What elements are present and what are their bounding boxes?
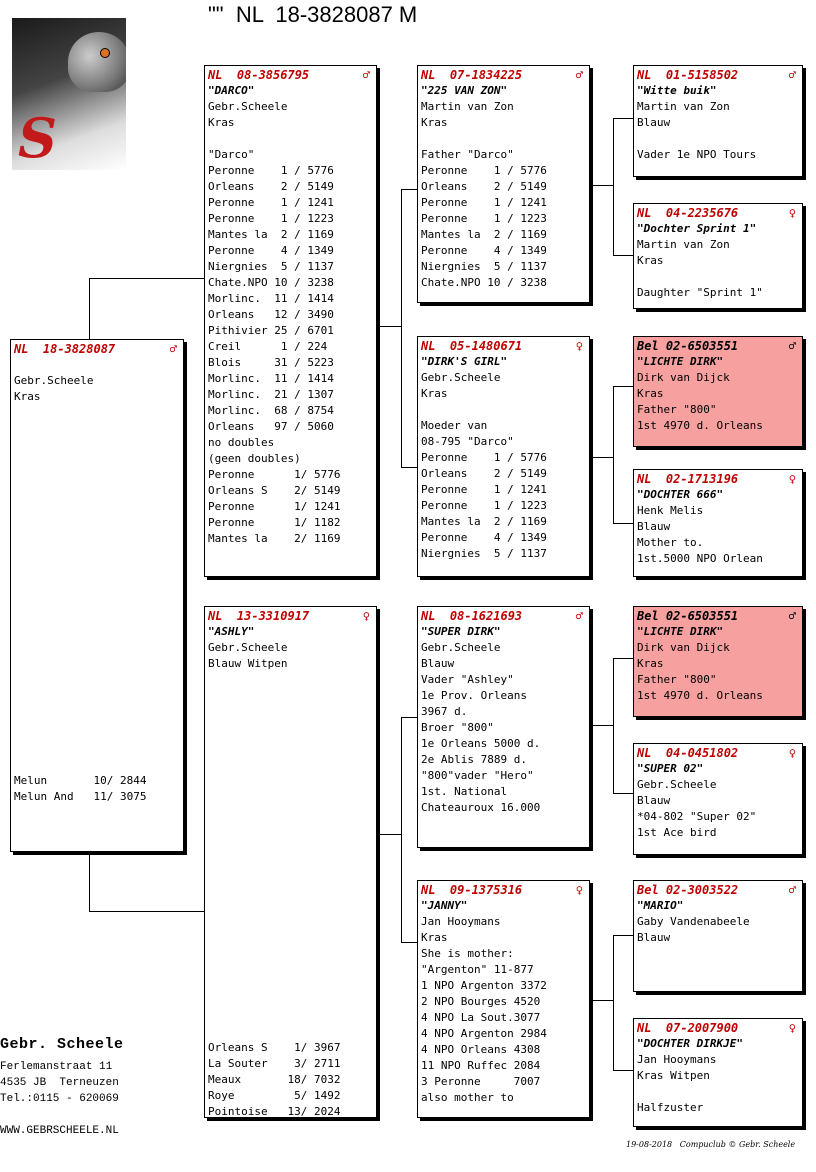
ring-number: Bel 02-6503551	[637, 609, 739, 623]
card-line	[208, 768, 376, 784]
card-line: Kras	[637, 254, 664, 267]
card-line	[208, 688, 376, 704]
card-header	[637, 205, 802, 221]
card-line	[208, 880, 376, 896]
card-line: Dirk van Dijck	[637, 371, 730, 384]
connector	[401, 717, 402, 943]
card-line: 11 NPO Ruffec 2084	[421, 1059, 541, 1072]
card-line: "Darco"	[208, 148, 255, 161]
pedigree-card-sdd[interactable]	[633, 469, 803, 577]
card-header	[637, 745, 802, 761]
pigeon-name: "DARCO"	[208, 84, 255, 97]
card-line	[14, 661, 183, 677]
card-line: Orleans 2 / 5149	[421, 180, 547, 193]
card-line	[637, 269, 802, 285]
sex-icon: ♂	[788, 609, 796, 623]
pedigree-card-dam-sire[interactable]	[417, 606, 590, 848]
card-line: Morlinc. 11 / 1414	[208, 372, 334, 385]
ring-number: NL 18-3828087	[14, 342, 116, 356]
card-line: Chateauroux 16.000	[421, 801, 541, 814]
card-line: Morlinc. 68 / 8754	[208, 404, 334, 417]
card-line	[14, 709, 183, 725]
card-line: Halfzuster	[637, 1101, 704, 1114]
card-line: Pithivier 25 / 6701	[208, 324, 334, 337]
pedigree-card-ddd[interactable]	[633, 1018, 803, 1127]
card-line: Mantes la 2/ 1169	[208, 532, 341, 545]
card-line: Gebr.Scheele	[637, 778, 717, 791]
card-line: Peronne 1 / 1223	[421, 499, 547, 512]
card-line: 1 NPO Argenton 3372	[421, 979, 547, 992]
card-header	[421, 67, 589, 83]
card-line	[208, 896, 376, 912]
card-line	[14, 645, 183, 661]
card-line: Chate.NPO 10 / 3238	[421, 276, 547, 289]
logo-letter-s: S	[18, 106, 57, 170]
card-line: Peronne 4 / 1349	[208, 244, 334, 257]
card-line: 2 NPO Bourges 4520	[421, 995, 541, 1008]
sex-icon: ♂	[575, 68, 583, 82]
card-line: Blauw	[637, 116, 671, 129]
card-line	[208, 1008, 376, 1024]
card-line	[208, 832, 376, 848]
card-line: Kras	[421, 387, 448, 400]
card-line	[208, 944, 376, 960]
ring-number: NL 04-2235676	[637, 206, 739, 220]
card-line: 3967 d.	[421, 705, 468, 718]
card-line: Kras	[637, 387, 664, 400]
ring-number: NL 08-1621693	[421, 609, 523, 623]
card-line: Orleans S 1/ 3967	[208, 1041, 341, 1054]
card-line	[637, 131, 802, 147]
card-line: Niergnies 5 / 1137	[208, 260, 334, 273]
card-line	[208, 848, 376, 864]
card-line	[208, 816, 376, 832]
card-line: Martin van Zon	[637, 100, 730, 113]
ring-number: NL 09-1375316	[421, 883, 523, 897]
connector	[613, 523, 633, 524]
connector	[401, 189, 402, 468]
card-line: Blauw	[637, 931, 671, 944]
connector	[89, 911, 204, 912]
card-line	[208, 131, 376, 147]
card-line: Martin van Zon	[421, 100, 514, 113]
connector	[89, 278, 90, 340]
card-line: Roye 5/ 1492	[208, 1089, 341, 1102]
pedigree-card-ssd[interactable]	[633, 203, 803, 309]
pigeon-name: "MARIO"	[637, 899, 684, 912]
connector	[613, 386, 614, 524]
card-line	[208, 864, 376, 880]
card-line	[421, 131, 589, 147]
sex-icon: ♀	[788, 206, 796, 220]
card-line: 1e Orleans 5000 d.	[421, 737, 541, 750]
card-line	[14, 517, 183, 533]
pigeon-name: "DIRK'S GIRL"	[421, 355, 508, 368]
card-line	[208, 928, 376, 944]
card-line: "Argenton" 11-877	[421, 963, 534, 976]
card-line: 2e Ablis 7889 d.	[421, 753, 527, 766]
connector	[401, 189, 417, 190]
card-line	[14, 485, 183, 501]
pedigree-card-sire-sire[interactable]	[417, 65, 590, 303]
card-line	[14, 405, 183, 421]
card-line: Kras	[14, 390, 41, 403]
card-line: Peronne 1 / 1223	[421, 212, 547, 225]
card-line: Creil 1 / 224	[208, 340, 328, 353]
card-line: 1st. National	[421, 785, 508, 798]
card-line: Blois 31 / 5223	[208, 356, 334, 369]
breeder-phone: Tel.:0115 - 620069	[0, 1093, 119, 1105]
card-line: Henk Melis	[637, 504, 704, 517]
pedigree-card-subject[interactable]	[10, 339, 184, 852]
card-line: Peronne 4 / 1349	[421, 244, 547, 257]
pigeon-name: "Dochter Sprint 1"	[637, 222, 757, 235]
card-line: Gebr.Scheele	[208, 100, 288, 113]
card-line: 1st 4970 d. Orleans	[637, 689, 763, 702]
sex-icon: ♂	[788, 339, 796, 353]
connector	[613, 935, 633, 936]
sex-icon: ♂	[169, 342, 177, 356]
page-title: "" NL 18-3828087 M	[208, 2, 418, 27]
card-line: Morlinc. 11 / 1414	[208, 292, 334, 305]
sex-icon: ♂	[575, 609, 583, 623]
card-line: Jan Hooymans	[421, 915, 501, 928]
card-line: Gebr.Scheele	[208, 641, 288, 654]
card-line	[14, 613, 183, 629]
card-line: Peronne 1 / 1223	[208, 212, 334, 225]
sex-icon: ♀	[575, 339, 583, 353]
card-line: Blauw	[637, 794, 671, 807]
card-line: Orleans S 2/ 5149	[208, 484, 341, 497]
pedigree-card-dds[interactable]	[633, 880, 803, 992]
card-line: Mother to.	[637, 536, 704, 549]
breeder-name: Gebr. Scheele	[0, 1036, 124, 1053]
card-header	[421, 608, 589, 624]
card-line: Vader "Ashley"	[421, 673, 514, 686]
ring-number: Bel 02-6503551	[637, 339, 739, 353]
connector	[592, 1000, 614, 1001]
card-line	[637, 1084, 802, 1100]
connector	[613, 118, 614, 256]
card-line	[208, 992, 376, 1008]
card-line	[14, 501, 183, 517]
pigeon-name: "SUPER DIRK"	[421, 625, 501, 638]
card-line: Dirk van Dijck	[637, 641, 730, 654]
connector	[592, 457, 614, 458]
sex-icon: ♀	[788, 746, 796, 760]
connector	[613, 658, 614, 794]
card-line	[208, 752, 376, 768]
card-line	[14, 581, 183, 597]
card-line: Father "Darco"	[421, 148, 514, 161]
card-header	[637, 882, 802, 898]
card-line: Blauw	[421, 657, 455, 670]
card-line: Blauw	[637, 520, 671, 533]
card-header	[208, 608, 376, 624]
card-line	[208, 800, 376, 816]
card-line: Father "800"	[637, 673, 717, 686]
pedigree-card-sire-dam[interactable]	[417, 336, 590, 577]
card-line: Kras	[637, 657, 664, 670]
connector	[89, 278, 204, 279]
pedigree-card-dsd[interactable]	[633, 743, 803, 855]
card-line: Morlinc. 21 / 1307	[208, 388, 334, 401]
card-line	[14, 437, 183, 453]
pigeon-name: "LICHTE DIRK"	[637, 625, 724, 638]
card-line	[208, 736, 376, 752]
card-line: Kras	[208, 116, 235, 129]
card-line	[208, 720, 376, 736]
card-line	[14, 469, 183, 485]
card-line	[14, 453, 183, 469]
pigeon-name: "Witte buik"	[637, 84, 717, 97]
card-line	[14, 421, 183, 437]
card-line: Kras Witpen	[637, 1069, 710, 1082]
card-line	[208, 960, 376, 976]
card-line: Martin van Zon	[637, 238, 730, 251]
card-line: Gebr.Scheele	[421, 371, 501, 384]
connector	[592, 185, 614, 186]
card-line	[208, 1024, 376, 1040]
pigeon-eye-image	[100, 48, 110, 58]
connector	[613, 255, 633, 256]
card-header	[637, 608, 802, 624]
card-line: Niergnies 5 / 1137	[421, 260, 547, 273]
card-line: Kras	[421, 116, 448, 129]
card-line	[14, 533, 183, 549]
card-line: Blauw Witpen	[208, 657, 288, 670]
card-header	[421, 882, 589, 898]
card-line	[14, 741, 183, 757]
pigeon-name: "LICHTE DIRK"	[637, 355, 724, 368]
card-line: Orleans 2 / 5149	[208, 180, 334, 193]
card-line: no doubles	[208, 436, 275, 449]
card-line: Peronne 1 / 5776	[208, 164, 334, 177]
card-line	[14, 597, 183, 613]
card-line: (geen doubles)	[208, 452, 301, 465]
card-line: also mother to	[421, 1091, 514, 1104]
card-header	[637, 1020, 802, 1036]
card-line: Pointoise 13/ 2024	[208, 1105, 341, 1118]
pigeon-name: "SUPER 02"	[637, 762, 704, 775]
pigeon-head-image	[68, 32, 126, 92]
breeder-city: 4535 JB Terneuzen	[0, 1077, 119, 1089]
card-line: Vader 1e NPO Tours	[637, 148, 757, 161]
card-line: Melun And 11/ 3075	[14, 790, 147, 803]
card-line: Melun 10/ 2844	[14, 774, 147, 787]
card-line: Peronne 1 / 1241	[421, 483, 547, 496]
pigeon-name: "225 VAN ZON"	[421, 84, 508, 97]
card-line: She is mother:	[421, 947, 514, 960]
card-line: "800"vader "Hero"	[421, 769, 534, 782]
card-header	[208, 67, 376, 83]
card-line: Peronne 1 / 5776	[421, 164, 547, 177]
ring-number: NL 04-0451802	[637, 746, 739, 760]
card-line: Chate.NPO 10 / 3238	[208, 276, 334, 289]
card-line	[14, 757, 183, 773]
card-line: 4 NPO Argenton 2984	[421, 1027, 547, 1040]
card-line: Niergnies 5 / 1137	[421, 547, 547, 560]
card-line: Orleans 97 / 5060	[208, 420, 334, 433]
card-line	[14, 693, 183, 709]
card-line: Peronne 1/ 5776	[208, 468, 341, 481]
card-header	[637, 338, 802, 354]
pedigree-card-sss[interactable]	[633, 65, 803, 177]
ring-number: NL 07-2007900	[637, 1021, 739, 1035]
pedigree-card-dam[interactable]	[204, 606, 377, 1118]
card-line: 3 Peronne 7007	[421, 1075, 541, 1088]
card-line: 1e Prov. Orleans	[421, 689, 527, 702]
card-line: Moeder van	[421, 419, 488, 432]
card-line	[14, 677, 183, 693]
connector	[380, 834, 402, 835]
card-header	[421, 338, 589, 354]
connector	[401, 942, 417, 943]
card-line	[14, 565, 183, 581]
sex-icon: ♀	[788, 1021, 796, 1035]
connector	[401, 467, 417, 468]
card-line: *04-802 "Super 02"	[637, 810, 757, 823]
card-line: 1st Ace bird	[637, 826, 717, 839]
sex-icon: ♀	[362, 609, 370, 623]
connector	[613, 1070, 633, 1071]
pedigree-card-dam-dam[interactable]	[417, 880, 590, 1118]
card-line	[14, 357, 183, 373]
connector	[613, 386, 633, 387]
card-line: 08-795 "Darco"	[421, 435, 514, 448]
card-line	[208, 976, 376, 992]
card-line: Peronne 1/ 1182	[208, 516, 341, 529]
ring-number: NL 05-1480671	[421, 339, 523, 353]
sex-icon: ♂	[788, 68, 796, 82]
card-line: Jan Hooymans	[637, 1053, 717, 1066]
card-line	[208, 912, 376, 928]
card-line: Meaux 18/ 7032	[208, 1073, 341, 1086]
card-line: 1st 4970 d. Orleans	[637, 419, 763, 432]
card-line: Kras	[421, 931, 448, 944]
breeder-website[interactable]: WWW.GEBRSCHEELE.NL	[0, 1125, 119, 1137]
card-line	[421, 402, 589, 418]
connector	[592, 725, 614, 726]
ring-number: NL 01-5158502	[637, 68, 739, 82]
card-line: Father "800"	[637, 403, 717, 416]
pedigree-card-sire[interactable]	[204, 65, 377, 577]
ring-number: Bel 02-3003522	[637, 883, 739, 897]
card-line: Gebr.Scheele	[14, 374, 94, 387]
sex-icon: ♂	[788, 883, 796, 897]
card-line: Peronne 1 / 1241	[421, 196, 547, 209]
sex-icon: ♀	[788, 472, 796, 486]
breeder-street: Ferlemanstraat 11	[0, 1061, 113, 1073]
card-line: La Souter 3/ 2711	[208, 1057, 341, 1070]
card-line	[14, 725, 183, 741]
connector	[613, 658, 633, 659]
connector	[613, 118, 633, 119]
logo	[12, 18, 126, 170]
card-line: Mantes la 2 / 1169	[421, 228, 547, 241]
card-line	[208, 704, 376, 720]
card-line: 4 NPO La Sout.3077	[421, 1011, 541, 1024]
card-line: Peronne 1/ 1241	[208, 500, 341, 513]
card-line: Mantes la 2 / 1169	[421, 515, 547, 528]
pedigree-card-sds[interactable]	[633, 336, 803, 447]
card-line: Broer "800"	[421, 721, 494, 734]
sex-icon: ♂	[362, 68, 370, 82]
card-header	[14, 341, 183, 357]
sex-icon: ♀	[575, 883, 583, 897]
card-line: 1st.5000 NPO Orlean	[637, 552, 763, 565]
card-line: 4 NPO Orleans 4308	[421, 1043, 541, 1056]
connector	[380, 326, 402, 327]
pigeon-name: "ASHLY"	[208, 625, 255, 638]
connector	[613, 935, 614, 1071]
card-line	[208, 672, 376, 688]
card-line: Peronne 1 / 1241	[208, 196, 334, 209]
card-line: Orleans 2 / 5149	[421, 467, 547, 480]
pedigree-card-dss[interactable]	[633, 606, 803, 717]
connector	[401, 717, 417, 718]
pigeon-name: "JANNY"	[421, 899, 468, 912]
pigeon-name: "DOCHTER DIRKJE"	[637, 1037, 743, 1050]
ring-number: NL 07-1834225	[421, 68, 523, 82]
pigeon-name: "DOCHTER 666"	[637, 488, 724, 501]
card-line	[14, 549, 183, 565]
card-header	[637, 471, 802, 487]
print-credit: 19-08-2018 Compuclub © Gebr. Scheele	[626, 1140, 796, 1149]
card-line	[14, 629, 183, 645]
card-line: Gaby Vandenabeele	[637, 915, 750, 928]
connector	[89, 852, 90, 912]
connector	[613, 793, 633, 794]
card-line: Gebr.Scheele	[421, 641, 501, 654]
card-line: Daughter "Sprint 1"	[637, 286, 763, 299]
card-line: Mantes la 2 / 1169	[208, 228, 334, 241]
ring-number: NL 13-3310917	[208, 609, 310, 623]
card-header	[637, 67, 802, 83]
card-line: Peronne 1 / 5776	[421, 451, 547, 464]
card-line	[208, 784, 376, 800]
ring-number: NL 08-3856795	[208, 68, 310, 82]
card-line: Peronne 4 / 1349	[421, 531, 547, 544]
ring-number: NL 02-1713196	[637, 472, 739, 486]
card-line: Orleans 12 / 3490	[208, 308, 334, 321]
